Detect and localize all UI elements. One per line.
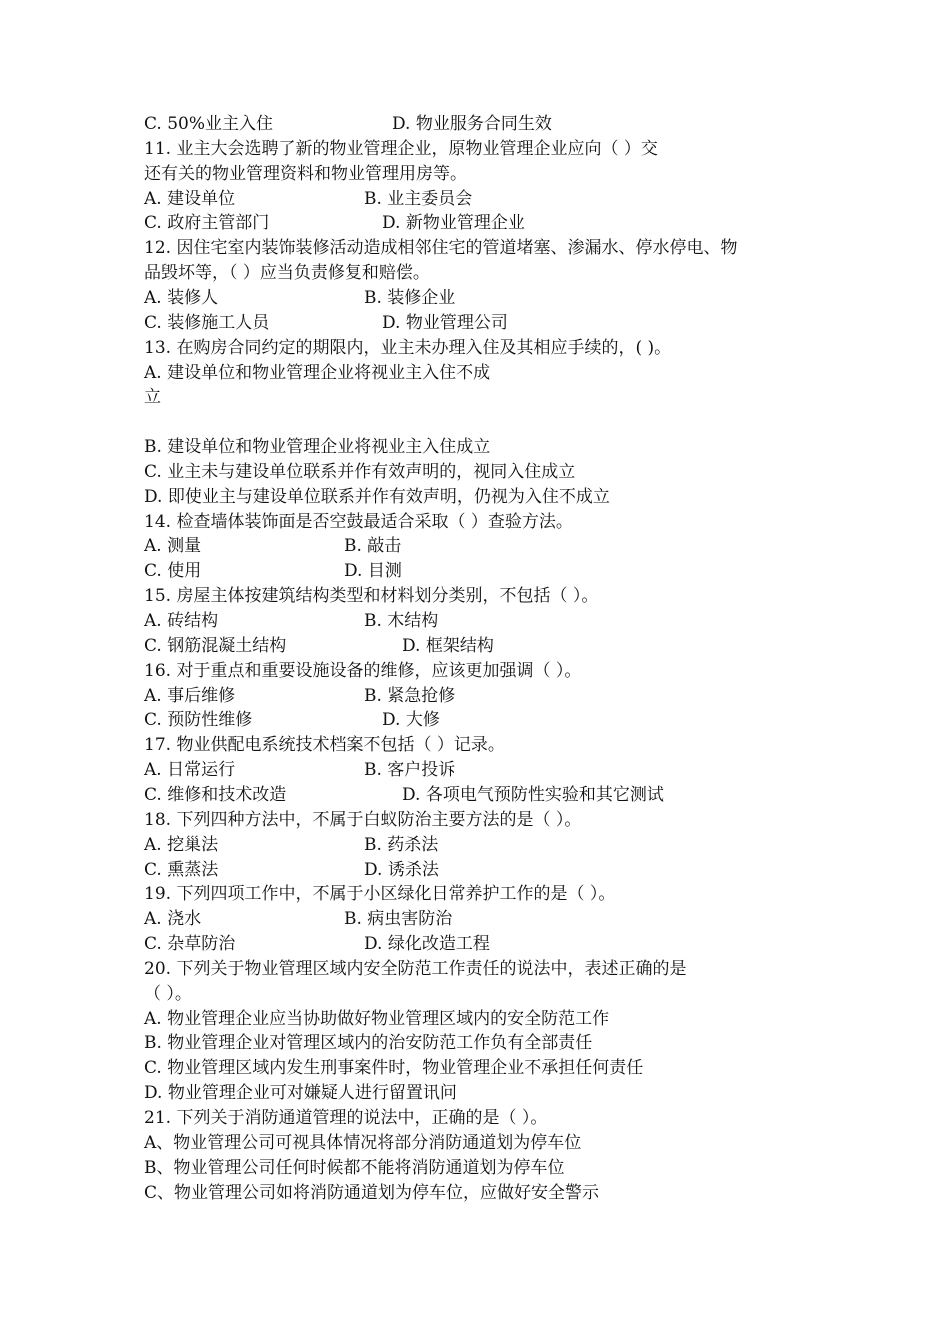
option-right: D. 物业管理公司 xyxy=(382,312,508,333)
option-left: A. 挖巢法 xyxy=(144,834,219,855)
option-right: D. 物业服务合同生效 xyxy=(392,114,552,134)
option-left: C. 钢筋混凝土结构 xyxy=(144,635,287,656)
text-line: B. 建设单位和物业管理企业将视业主入住成立 xyxy=(144,437,491,458)
option-right: D. 诱杀法 xyxy=(364,859,439,880)
option-right: B. 病虫害防治 xyxy=(344,909,453,930)
text-line: 20. 下列关于物业管理区域内安全防范工作责任的说法中，表述正确的是 xyxy=(144,958,687,979)
option-right: D. 大修 xyxy=(382,710,440,731)
text-line: 还有关的物业管理资料和物业管理用房等。 xyxy=(144,163,467,184)
option-left: A. 装修人 xyxy=(144,287,219,308)
option-left: A. 建设单位 xyxy=(144,188,236,209)
option-left: C. 50%业主入住 xyxy=(144,114,273,134)
option-left: C. 使用 xyxy=(144,561,202,582)
option-left: A. 事后维修 xyxy=(144,685,236,706)
option-right: B. 木结构 xyxy=(364,611,439,631)
option-left: C. 政府主管部门 xyxy=(144,213,270,234)
option-left: A. 测量 xyxy=(144,536,202,557)
text-line: 17. 物业供配电系统技术档案不包括（ ）记录。 xyxy=(144,735,505,756)
text-line: 13. 在购房合同约定的期限内，业主未办理入住及其相应手续的，( )。 xyxy=(144,337,672,358)
text-line: 14. 检查墙体装饰面是否空鼓最适合采取（ ）查验方法。 xyxy=(144,511,573,532)
option-right: B. 装修企业 xyxy=(364,287,456,308)
option-right: D. 新物业管理企业 xyxy=(382,213,525,234)
text-line: A. 建设单位和物业管理企业将视业主入住不成 xyxy=(144,362,491,383)
text-line: 21. 下列关于消防通道管理的说法中，正确的是（ ）。 xyxy=(144,1108,548,1128)
option-right: B. 紧急抢修 xyxy=(364,685,456,706)
option-right: D. 目测 xyxy=(344,561,402,582)
text-line: 11. 业主大会选聘了新的物业管理企业，原物业管理企业应向（ ）交 xyxy=(144,138,658,159)
text-line: 品毁坏等，（ ）应当负责修复和赔偿。 xyxy=(144,263,430,284)
text-line: C. 业主未与建设单位联系并作有效声明的，视同入住成立 xyxy=(144,461,576,482)
option-right: D. 各项电气预防性实验和其它测试 xyxy=(402,784,664,805)
option-left: C. 预防性维修 xyxy=(144,710,253,731)
option-right: D. 框架结构 xyxy=(402,635,494,656)
option-left: A. 日常运行 xyxy=(144,760,236,781)
option-right: B. 业主委员会 xyxy=(364,188,473,209)
text-line: 15. 房屋主体按建筑结构类型和材料划分类别，不包括（ ）。 xyxy=(144,586,599,607)
text-line: 18. 下列四种方法中，不属于白蚁防治主要方法的是（ ）。 xyxy=(144,809,582,830)
text-line: C. 物业管理区域内发生刑事案件时，物业管理企业不承担任何责任 xyxy=(144,1058,644,1079)
option-right: D. 绿化改造工程 xyxy=(364,934,490,955)
text-line: D. 物业管理企业可对嫌疑人进行留置讯问 xyxy=(144,1083,457,1104)
text-line: A. 物业管理企业应当协助做好物业管理区域内的安全防范工作 xyxy=(144,1008,610,1029)
text-line: 19. 下列四项工作中，不属于小区绿化日常养护工作的是（ ）。 xyxy=(144,884,616,905)
text-line: D. 即使业主与建设单位联系并作有效声明，仍视为入住不成立 xyxy=(144,486,610,507)
option-left: C. 装修施工人员 xyxy=(144,312,270,333)
text-line: B、物业管理公司任何时候都不能将消防通道划为停车位 xyxy=(144,1157,565,1178)
option-left: C. 杂草防治 xyxy=(144,934,236,955)
text-line: B. 物业管理企业对管理区域内的治安防范工作负有全部责任 xyxy=(144,1033,593,1054)
text-line: C、物业管理公司如将消防通道划为停车位，应做好安全警示 xyxy=(144,1182,600,1203)
text-line: 立 xyxy=(144,387,161,408)
text-line: （ ）。 xyxy=(144,983,192,1004)
option-left: A. 砖结构 xyxy=(144,611,219,631)
option-right: B. 药杀法 xyxy=(364,834,439,855)
option-left: C. 熏蒸法 xyxy=(144,859,219,880)
text-line: 12. 因住宅室内装饰装修活动造成相邻住宅的管道堵塞、渗漏水、停水停电、物 xyxy=(144,238,738,259)
text-line: 16. 对于重点和重要设施设备的维修，应该更加强调（ ）。 xyxy=(144,660,582,681)
option-left: A. 浇水 xyxy=(144,909,202,930)
option-left: C. 维修和技术改造 xyxy=(144,784,287,805)
option-right: B. 客户投诉 xyxy=(364,760,456,781)
option-right: B. 敲击 xyxy=(344,536,402,557)
text-line: A、物业管理公司可视具体情况将部分消防通道划为停车位 xyxy=(144,1132,582,1153)
